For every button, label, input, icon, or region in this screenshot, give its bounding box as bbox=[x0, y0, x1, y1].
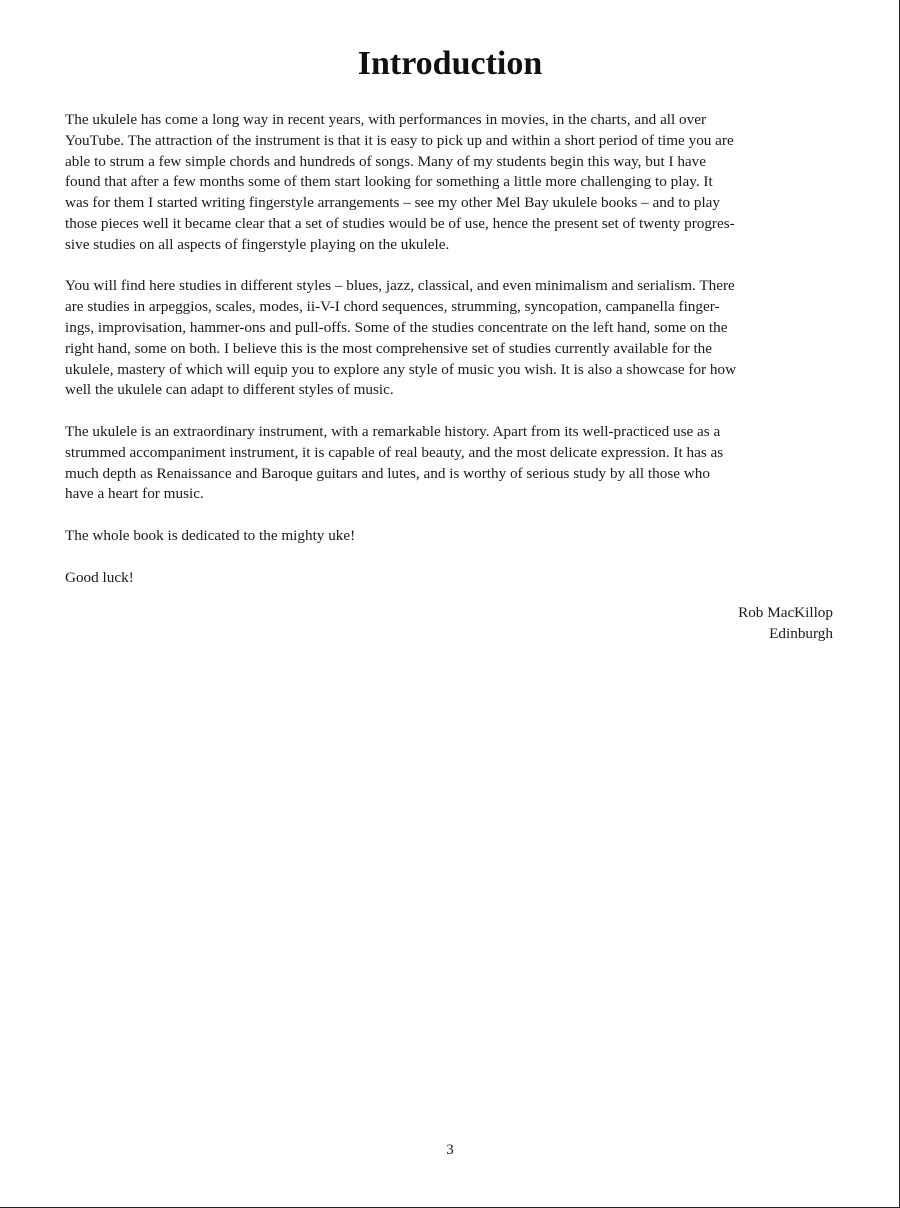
paragraph-good-luck bbox=[65, 568, 837, 589]
text-line: sive studies on all aspects of fingerstyle playing on the ukulele. bbox=[65, 235, 450, 253]
paragraph-instrument bbox=[65, 422, 837, 505]
text-line: able to strum a few simple chords and hundreds of songs. Many of my students begin this way, but I have bbox=[65, 152, 706, 170]
text-line: ings, improvisation, hammer-ons and pull-offs. Some of the studies concentrate on the left hand, some on the bbox=[65, 318, 728, 336]
text-line: The whole book is dedicated to the mighty uke! bbox=[65, 526, 356, 544]
text-line: You will find here studies in different styles – blues, jazz, classical, and even minimalism and serialism. There bbox=[65, 277, 735, 295]
text-line: The ukulele has come a long way in recent years, with performances in movies, in the charts, and all over bbox=[65, 111, 707, 128]
paragraph-styles bbox=[65, 276, 837, 401]
paragraph-intro bbox=[65, 110, 837, 256]
text-line: have a heart for music. bbox=[65, 485, 204, 503]
author-location: Edinburgh bbox=[769, 624, 833, 642]
page-title: Introduction bbox=[357, 45, 543, 82]
text-line: Good luck! bbox=[65, 568, 134, 586]
text-line: much depth as Renaissance and Baroque guitars and lutes, and is worthy of serious study by all those who bbox=[65, 464, 710, 482]
text-line: are studies in arpeggios, scales, modes, ii-V-I chord sequences, strumming, syncopation, campanella finger- bbox=[65, 298, 720, 316]
text-line: The ukulele is an extraordinary instrument, with a remarkable history. Apart from its well-practiced use as a bbox=[65, 422, 721, 440]
text-line: found that after a few months some of them start looking for something a little more challenging to play. It bbox=[65, 173, 713, 191]
text-line: well the ukulele can adapt to different styles of music. bbox=[65, 381, 394, 399]
author-name: Rob MacKillop bbox=[738, 604, 833, 621]
text-line: right hand, some on both. I believe this is the most comprehensive set of studies currently available for the bbox=[65, 339, 712, 357]
page-number: 3 bbox=[446, 1142, 454, 1158]
paragraph-dedication bbox=[65, 526, 837, 547]
text-line: those pieces well it became clear that a set of studies would be of use, hence the present set of twenty progres- bbox=[65, 214, 735, 232]
text-line: ukulele, mastery of which will equip you to explore any style of music you wish. It is also a showcase for how bbox=[65, 360, 737, 378]
text-line: was for them I started writing fingerstyle arrangements – see my other Mel Bay ukulele books – and to play bbox=[65, 194, 720, 212]
body-text bbox=[65, 110, 837, 609]
signature bbox=[738, 603, 833, 645]
text-line: strummed accompaniment instrument, it is capable of real beauty, and the most delicate expression. It has as bbox=[65, 443, 724, 461]
text-line: YouTube. The attraction of the instrument is that it is easy to pick up and within a short period of time you are bbox=[65, 131, 734, 149]
